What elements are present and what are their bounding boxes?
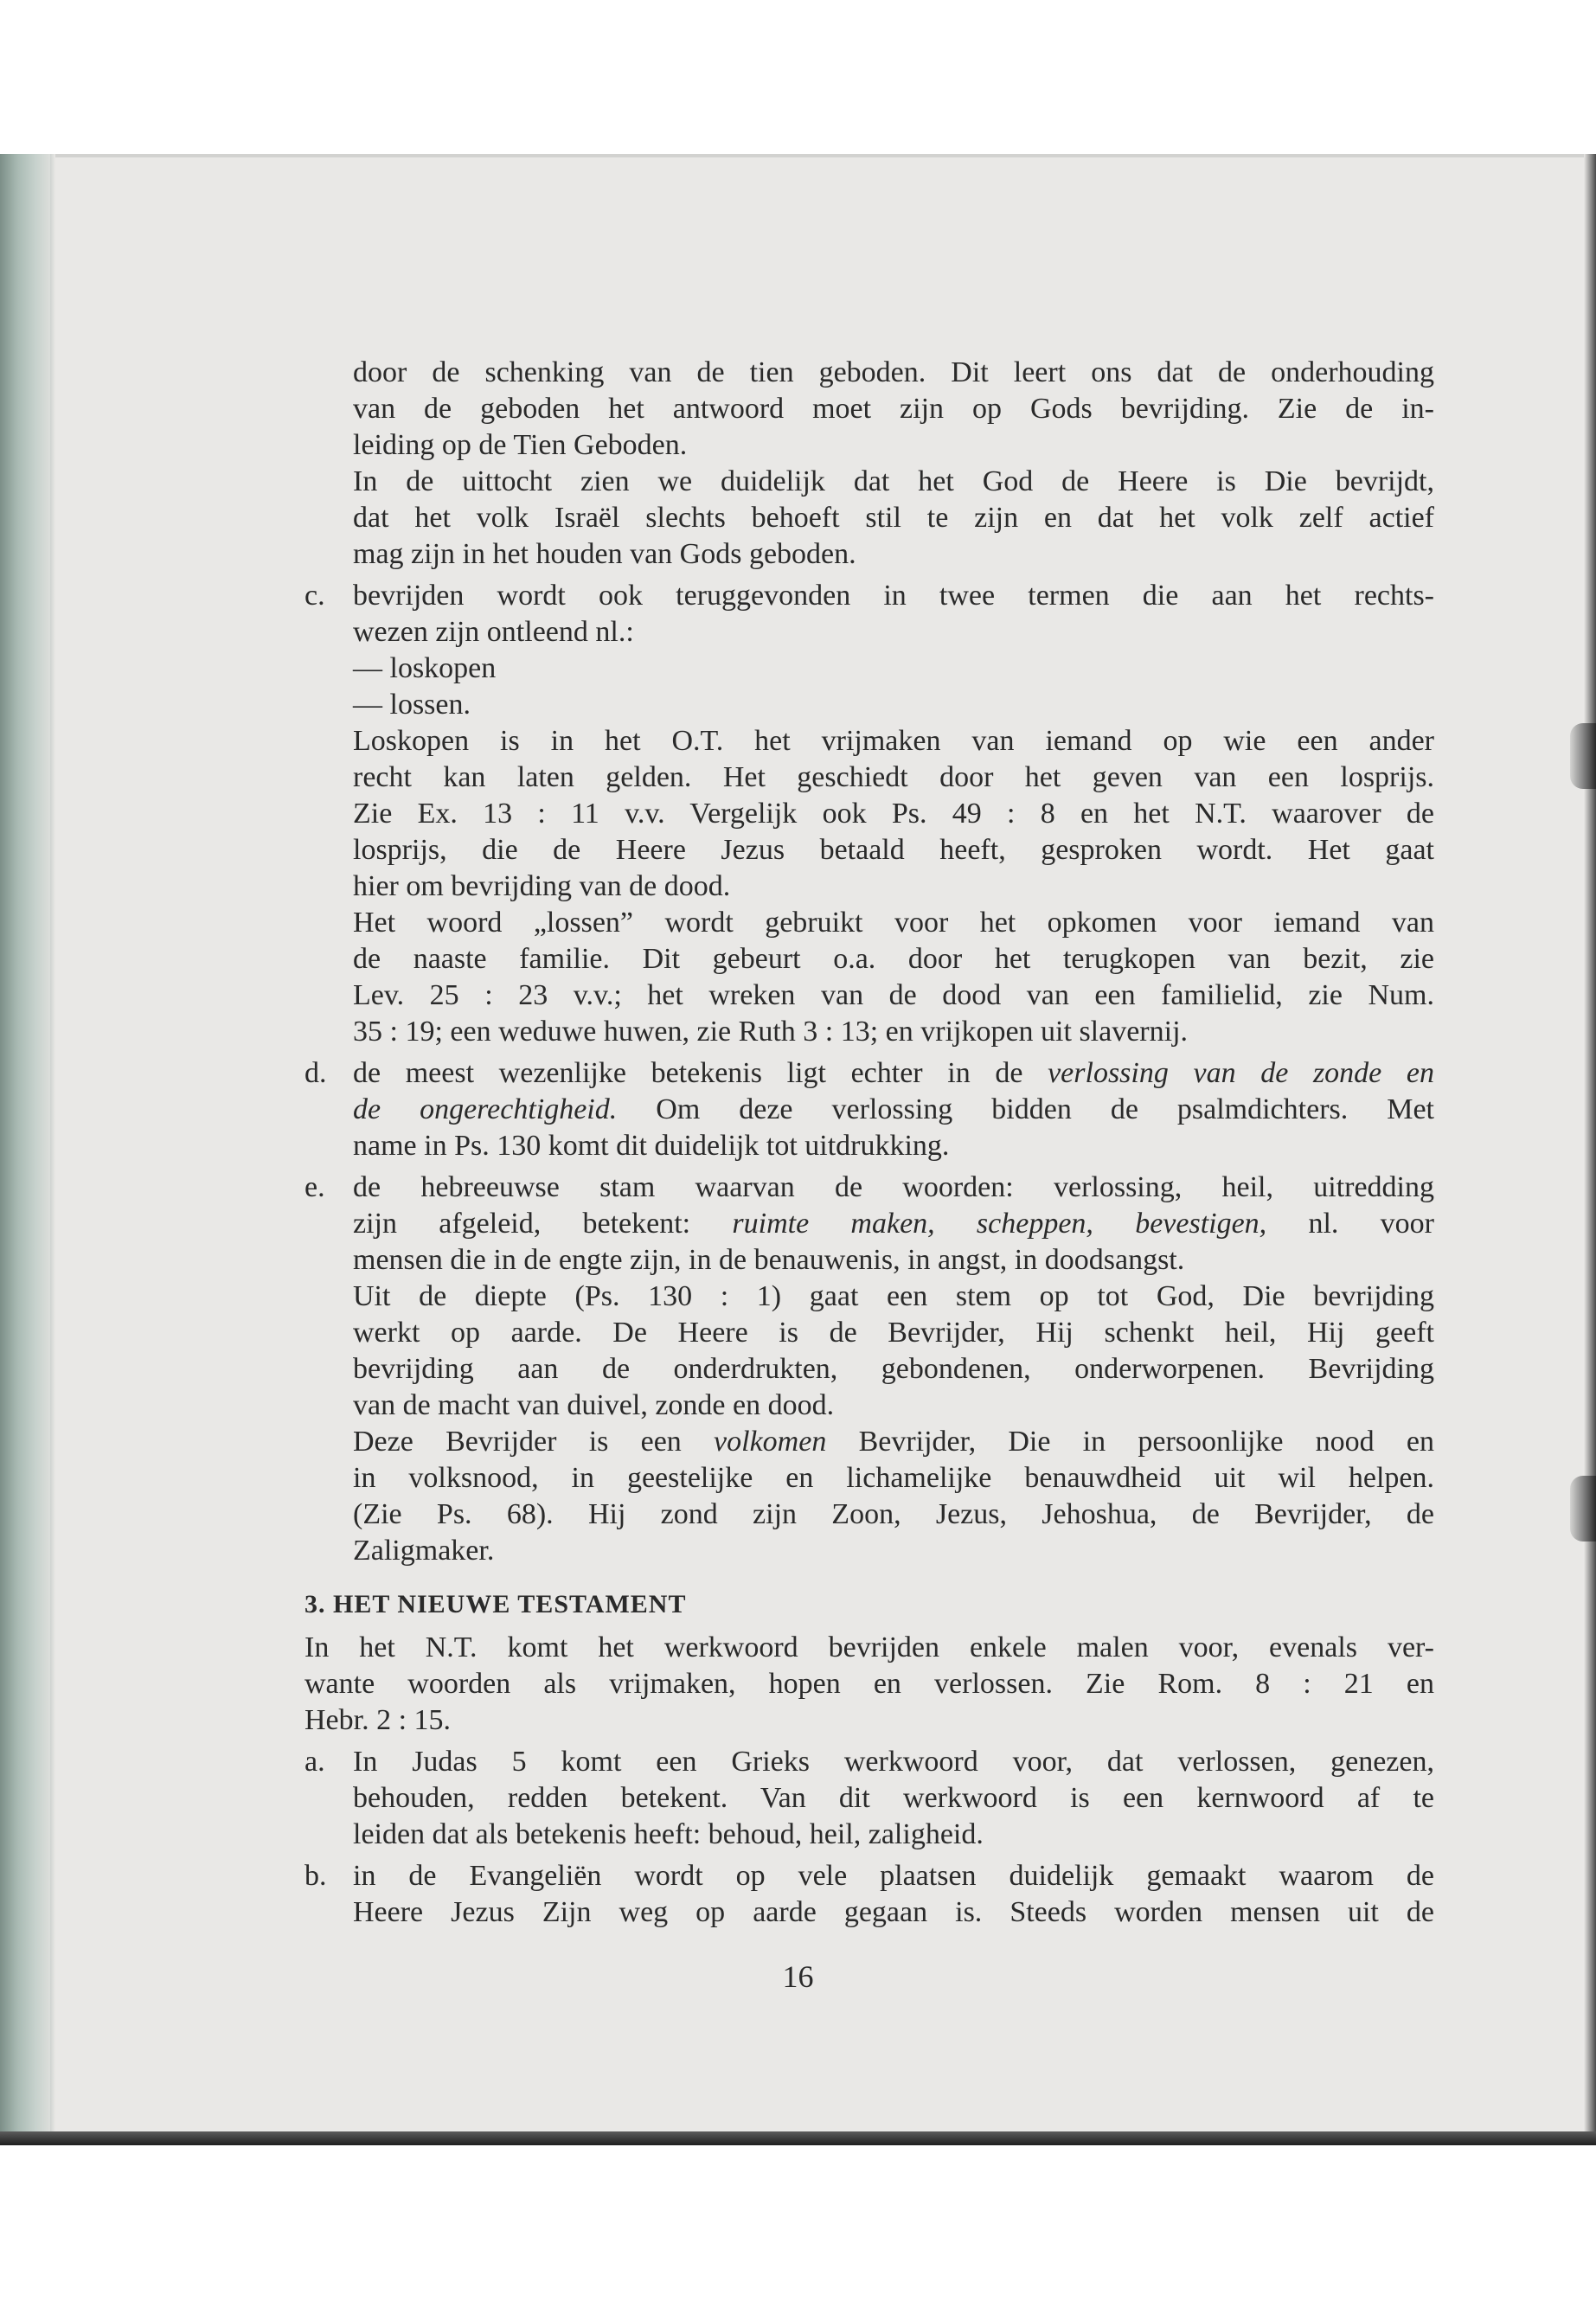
list-item-c	[304, 578, 1434, 1050]
text-line: leiden dat als betekenis heeft: behoud, heil, zaligheid.	[353, 1818, 984, 1850]
text-line: Uit de diepte (Ps. 130 : 1) gaat een stem op tot God, Die bevrijding	[353, 1280, 1434, 1312]
list-item-a	[304, 1744, 1434, 1853]
list-item-e	[304, 1170, 1434, 1569]
list-label: e.	[304, 1171, 325, 1203]
section-heading: 3. HET NIEUWE TESTAMENT	[304, 1590, 687, 1618]
italic-span: verlossing van de zonde en	[1048, 1057, 1434, 1089]
text-line: wante woorden als vrijmaken, hopen en verlossen. Zie Rom. 8 : 21 en	[304, 1668, 1434, 1700]
spine-edge	[50, 154, 55, 2145]
text-line: leiding op de Tien Geboden.	[353, 429, 688, 461]
text-line: bevrijding aan de onderdrukten, gebondenen, onderworpenen. Bevrijding	[353, 1353, 1434, 1385]
text-line: Loskopen is in het O.T. het vrijmaken van iemand op wie een ander	[353, 725, 1434, 757]
text-line: werkt op aarde. De Heere is de Bevrijder, Hij schenkt heil, Hij geeft	[353, 1317, 1434, 1349]
italic-span: ruimte maken, scheppen, bevestigen,	[732, 1208, 1267, 1240]
text-span: Deze Bevrijder is een	[353, 1426, 715, 1458]
page-bottom-edge	[0, 2131, 1596, 2145]
list-label: a.	[304, 1746, 325, 1778]
text-line: wezen zijn ontleend nl.:	[353, 616, 634, 648]
text-line: door de schenking van de tien geboden. Dit leert ons dat de onderhouding	[353, 356, 1434, 388]
text-line	[353, 1424, 1434, 1460]
text-span: nl. voor	[1266, 1208, 1434, 1240]
text-line: Hebr. 2 : 15.	[304, 1704, 452, 1736]
text-line: 35 : 19; een weduwe huwen, zie Ruth 3 : 13; en vrijkopen uit slavernij.	[353, 1016, 1189, 1048]
text-line: dat het volk Israël slechts behoeft stil te zijn en dat het volk zelf actief	[353, 502, 1434, 534]
text-line: behouden, redden betekent. Van dit werkwoord is een kernwoord af te	[353, 1782, 1434, 1814]
dash-item-loskopen: — loskopen	[353, 652, 497, 684]
text-line	[353, 1055, 1434, 1092]
text-line: name in Ps. 130 komt dit duidelijk tot uitdrukking.	[353, 1130, 950, 1162]
body-text	[304, 355, 1434, 1574]
list-item-b	[304, 1858, 1434, 1931]
list-label: d.	[304, 1057, 327, 1089]
text-span: Om deze verlossing bidden de psalmdichters. Met	[617, 1093, 1435, 1125]
text-line: mag zijn in het houden van Gods geboden.	[353, 538, 856, 570]
text-line	[353, 1092, 1434, 1128]
binding-spine	[0, 154, 50, 2145]
italic-span: volkomen	[714, 1426, 827, 1458]
binder-ring-icon	[1570, 1476, 1596, 1541]
text-line: van de geboden het antwoord moet zijn op Gods bevrijding. Zie de in-	[353, 393, 1434, 425]
text-line	[353, 1206, 1434, 1242]
text-line: Lev. 25 : 23 v.v.; het wreken van de dood van een familielid, zie Num.	[353, 979, 1434, 1011]
list-label: b.	[304, 1860, 327, 1892]
text-line: mensen die in de engte zijn, in de benauwenis, in angst, in doodsangst.	[353, 1244, 1185, 1276]
list-label: c.	[304, 580, 325, 612]
text-line: van de macht van duivel, zonde en dood.	[353, 1389, 835, 1421]
text-line: Zaligmaker.	[353, 1535, 495, 1567]
text-line: de naaste familie. Dit gebeurt o.a. door het terugkopen van bezit, zie	[353, 943, 1434, 975]
page-top-edge	[0, 154, 1596, 157]
text-line: losprijs, die de Heere Jezus betaald heeft, gesproken wordt. Het gaat	[353, 834, 1434, 866]
text-line: in de Evangeliën wordt op vele plaatsen duidelijk gemaakt waarom de	[353, 1860, 1434, 1892]
intro-paragraph-1	[304, 355, 1434, 573]
binder-ring-icon	[1570, 723, 1596, 789]
text-line: In de uittocht zien we duidelijk dat het God de Heere is Die bevrijdt,	[353, 465, 1434, 497]
page-number: 16	[782, 1959, 814, 1994]
text-line: bevrijden wordt ook teruggevonden in twee termen die aan het rechts-	[353, 580, 1434, 612]
text-span: de meest wezenlijke betekenis ligt echter in de	[353, 1057, 1048, 1089]
text-line: In het N.T. komt het werkwoord bevrijden enkele malen voor, evenals ver-	[304, 1631, 1434, 1663]
italic-span: de ongerechtigheid.	[353, 1093, 618, 1125]
text-span: Bevrijder, Die in persoonlijke nood en	[826, 1426, 1434, 1458]
text-line: (Zie Ps. 68). Hij zond zijn Zoon, Jezus, Jehoshua, de Bevrijder, de	[353, 1498, 1434, 1530]
text-line: recht kan laten gelden. Het geschiedt door het geven van een losprijs.	[353, 761, 1434, 793]
text-line: Het woord „lossen” wordt gebruikt voor het opkomen voor iemand van	[353, 907, 1434, 939]
text-line: In Judas 5 komt een Grieks werkwoord voor, dat verlossen, genezen,	[353, 1746, 1434, 1778]
text-line: hier om bevrijding van de dood.	[353, 870, 731, 902]
text-line: in volksnood, in geestelijke en lichamelijke benauwdheid uit wil helpen.	[353, 1462, 1434, 1494]
text-span: zijn afgeleid, betekent:	[353, 1208, 733, 1240]
dash-item-lossen: — lossen.	[353, 689, 471, 721]
section-3-block	[304, 1586, 1434, 1936]
list-item-d	[304, 1055, 1434, 1164]
text-line: Zie Ex. 13 : 11 v.v. Vergelijk ook Ps. 49 : 8 en het N.T. waarover de	[353, 798, 1434, 830]
page-right-edge	[1584, 154, 1596, 2145]
text-line: de hebreeuwse stam waarvan de woorden: verlossing, heil, uitredding	[353, 1171, 1434, 1203]
text-line: Heere Jezus Zijn weg op aarde gegaan is. Steeds worden mensen uit de	[353, 1896, 1434, 1928]
